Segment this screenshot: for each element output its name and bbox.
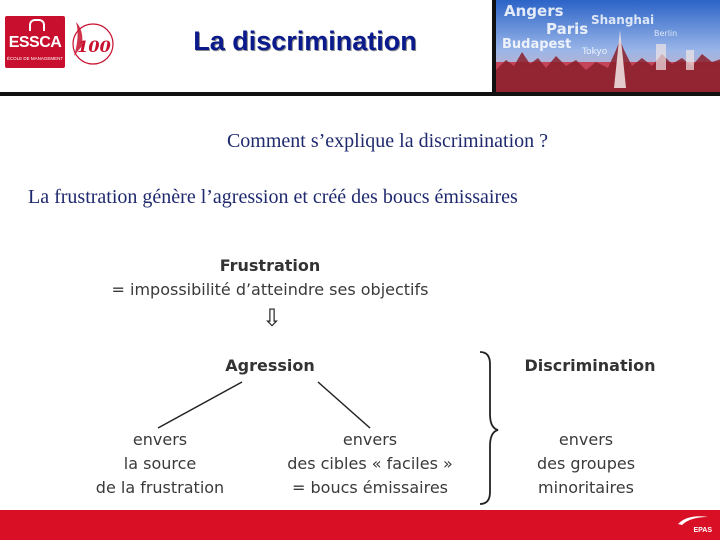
right-branch-line-3: minoritaires — [538, 478, 634, 497]
left-branch-line-1: envers — [132, 430, 188, 449]
slide-header — [0, 0, 720, 96]
middle-branch-line-3: = boucs émissaires — [292, 478, 448, 497]
header-divider — [0, 92, 720, 96]
slide-question: Comment s’explique la discrimination ? — [226, 130, 549, 152]
essca-logo-tagline: ÉCOLE DE MANAGEMENT — [6, 56, 64, 61]
frustration-title: Frustration — [219, 256, 321, 275]
left-branch-line-2: la source — [123, 454, 197, 473]
footer-bar — [0, 510, 720, 540]
frustration-definition: = impossibilité d’atteindre ses objectifs — [111, 280, 429, 299]
down-arrow-icon: ⇩ — [261, 304, 283, 332]
centenary-logo — [66, 16, 116, 68]
right-branch-line — [318, 382, 370, 428]
photo-word-1: Angers — [504, 2, 564, 20]
middle-branch-line-2: des cibles « faciles » — [287, 454, 453, 473]
essca-emblem-icon — [29, 19, 45, 31]
slide-statement: La frustration génère l’agression et créé des boucs émissaires — [28, 186, 518, 208]
essca-logo — [5, 16, 65, 68]
left-branch-line-3: de la frustration — [95, 478, 225, 497]
slide-title: La discrimination — [193, 26, 417, 56]
photo-word-5: Tokyo — [582, 47, 608, 57]
essca-logo-text: ESSCA — [8, 34, 62, 51]
right-branch-line-2: des groupes — [536, 454, 636, 473]
frustration-aggression-diagram — [60, 248, 700, 510]
epas-logo — [672, 514, 712, 536]
middle-branch-line-1: envers — [342, 430, 398, 449]
header-city-collage-image — [492, 0, 720, 92]
right-branch-line-1: envers — [558, 430, 614, 449]
photo-word-6: Berlin — [654, 29, 678, 38]
centenary-number: 100 — [77, 37, 111, 56]
discrimination-label: Discrimination — [524, 356, 656, 375]
brace-icon — [480, 352, 498, 504]
photo-word-2: Shanghai — [591, 13, 655, 27]
agression-label: Agression — [225, 356, 315, 375]
photo-word-4: Budapest — [502, 37, 572, 52]
photo-word-3: Paris — [546, 20, 589, 38]
epas-swoosh-icon — [672, 514, 712, 526]
left-branch-line — [158, 382, 242, 428]
epas-logo-text: EPAS — [693, 527, 712, 534]
